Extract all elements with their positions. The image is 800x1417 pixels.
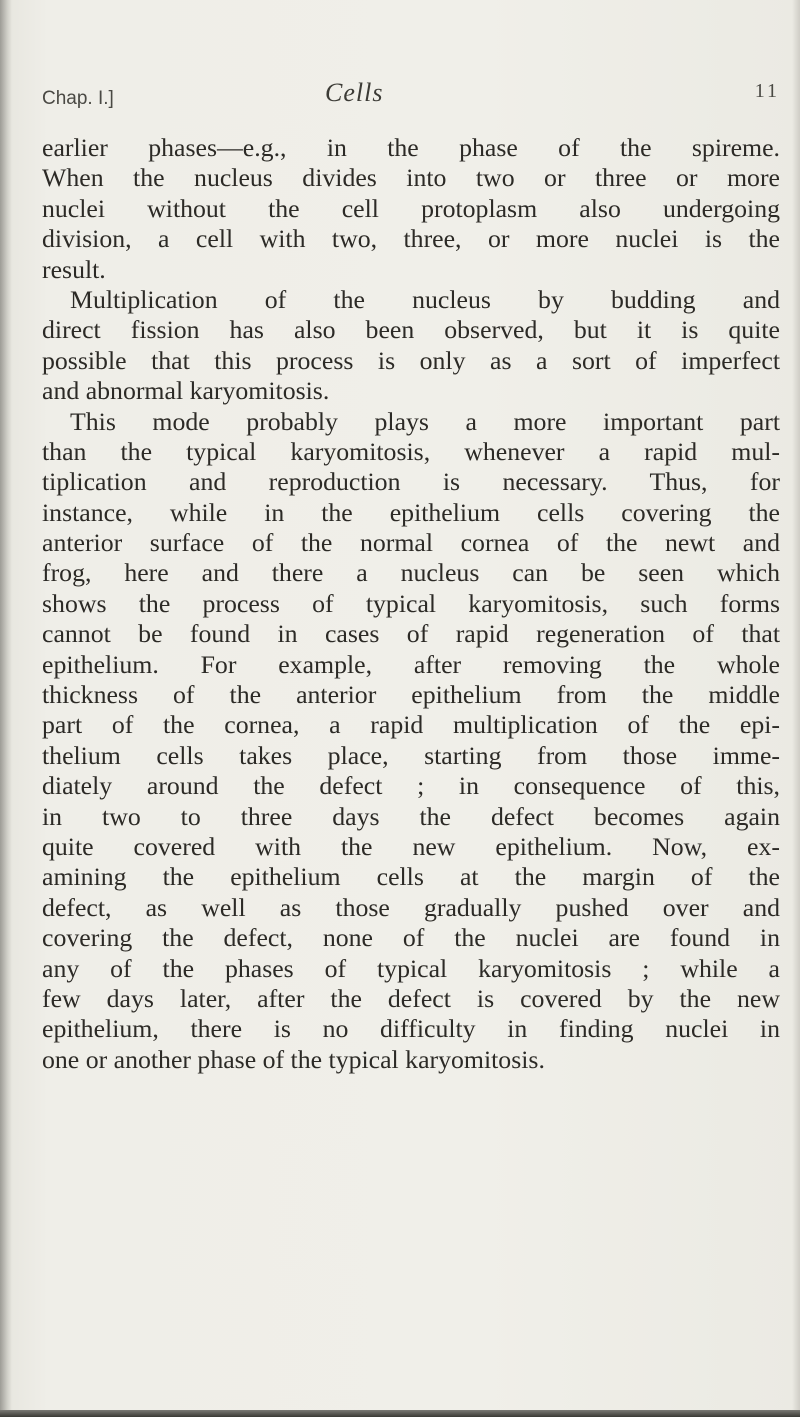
text-line: any of the phases of typical karyomitosis ; while a (42, 953, 780, 983)
text-line: nuclei without the cell protoplasm also undergoing (42, 193, 780, 223)
text-line: instance, while in the epithelium cells covering the (42, 497, 780, 527)
text-line: possible that this process is only as a sort of imperfect (42, 345, 780, 375)
text-line: earlier phases—e.g., in the phase of the spireme. (42, 133, 780, 162)
text-line: epithelium, there is no difficulty in finding nuclei in (42, 1014, 780, 1044)
text-line: in two to three days the defect becomes again (42, 801, 780, 831)
text-line: defect, as well as those gradually pushed over and (42, 892, 780, 922)
text-line: quite covered with the new epithelium. Now, ex- (42, 831, 780, 861)
text-line: covering the defect, none of the nuclei are found in (42, 923, 780, 953)
text-line: epithelium. For example, after removing the whole (42, 649, 780, 679)
text-line: Multiplication of the nucleus by budding and (70, 284, 780, 314)
text-line: tiplication and reproduction is necessary. Thus, for (42, 467, 780, 497)
text-line: frog, here and there a nucleus can be seen which (42, 558, 780, 588)
text-line: amining the epithelium cells at the margin of the (42, 862, 780, 892)
text-line: cannot be found in cases of rapid regeneration of that (42, 619, 780, 649)
text-line: anterior surface of the normal cornea of the newt and (42, 528, 780, 558)
page-bottom-edge (0, 1410, 800, 1417)
body-text (42, 133, 780, 1075)
text-line: thelium cells takes place, starting from those imme- (42, 740, 780, 770)
text-line: direct fission has also been observed, but it is quite (42, 315, 780, 345)
page-number: 11 (754, 80, 780, 102)
page-edge-shadow (792, 0, 800, 1417)
text-line: thickness of the anterior epithelium from the middle (42, 680, 780, 710)
chapter-label: Chap. I.] (42, 88, 114, 109)
text-line: result. (42, 254, 106, 284)
text-line: diately around the defect ; in consequence of this, (42, 771, 780, 801)
text-line: few days later, after the defect is covered by the new (42, 983, 780, 1013)
text-line: This mode probably plays a more important part (70, 406, 780, 436)
running-title: Cells (325, 78, 384, 107)
text-line: shows the process of typical karyomitosis, such forms (42, 588, 780, 618)
text-line: than the typical karyomitosis, whenever a rapid mul- (42, 436, 780, 466)
text-line: one or another phase of the typical karyomitosis. (42, 1044, 545, 1074)
text-line: part of the cornea, a rapid multiplication of the epi- (42, 710, 780, 740)
text-line: division, a cell with two, three, or more nuclei is the (42, 224, 780, 254)
text-line: and abnormal karyomitosis. (42, 376, 330, 406)
page-header (42, 78, 780, 118)
page-gutter-shadow (0, 0, 12, 1417)
text-line: When the nucleus divides into two or three or more (42, 163, 780, 193)
